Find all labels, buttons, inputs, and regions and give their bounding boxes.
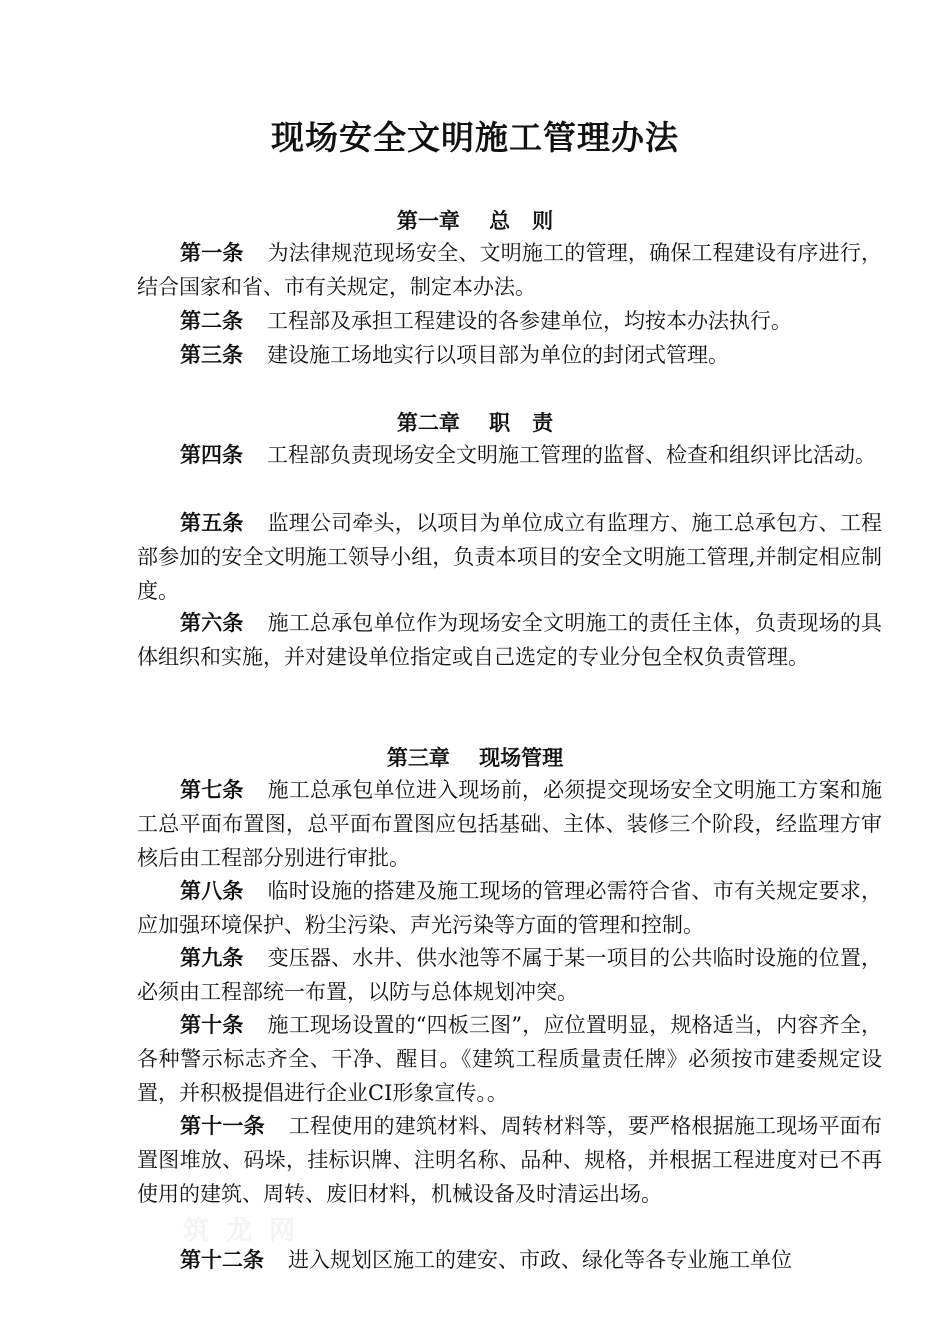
article (137, 438, 882, 472)
article (137, 236, 882, 304)
article-label: 第三条 (180, 343, 243, 367)
document-title: 现场安全文明施工管理办法 (271, 118, 679, 157)
article-text: 工程使用的建筑材料、周转材料等，要严格根据施工现场平面布置图堆放、码垛，挂标识牌、注明名称、品种、规格，并根据工程进度对已不再使用的建筑、周转、废旧材料，机械设备及时清运出场。 (137, 1114, 883, 1206)
chapter-heading: 第一章 总 则 (396, 209, 554, 233)
article-label: 第八条 (180, 879, 244, 903)
article-text: 施工总承包单位作为现场安全文明施工的责任主体，负责现场的具体组织和实施，并对建设单位指定或自己选定的专业分包全权负责管理。 (137, 611, 883, 669)
article (137, 506, 882, 608)
article (137, 338, 882, 372)
article-text: 进入规划区施工的建安、市政、绿化等各专业施工单位 (288, 1248, 792, 1272)
article-text: 施工总承包单位进入现场前，必须提交现场安全文明施工方案和施工总平面布置图，总平面布置图应包括基础、主体、装修三个阶段，经监理方审核后由工程部分别进行审批。 (137, 778, 883, 870)
article-label: 第十条 (180, 1013, 244, 1037)
article (137, 773, 882, 875)
article-label: 第一条 (180, 241, 244, 265)
article (137, 1008, 882, 1110)
article-text: 工程部负责现场安全文明施工管理的监督、检查和组织评比活动。 (267, 443, 876, 467)
article-label: 第六条 (180, 611, 244, 635)
article (137, 1109, 882, 1211)
watermark: 筑 龙 网 (183, 1216, 300, 1246)
article-text: 工程部及承担工程建设的各参建单位，均按本办法执行。 (267, 309, 792, 333)
article-text: 临时设施的搭建及施工现场的管理必需符合省、市有关规定要求，应加强环境保护、粉尘污染、声光污染等方面的管理和控制。 (137, 879, 883, 937)
article (137, 874, 882, 942)
article (137, 941, 882, 1009)
article (137, 304, 882, 338)
article-label: 第十一条 (180, 1114, 265, 1138)
article (137, 1243, 882, 1277)
chapter-heading: 第二章 职 责 (396, 411, 554, 435)
article-label: 第五条 (180, 511, 244, 535)
article-text: 监理公司牵头，以项目为单位成立有监理方、施工总承包方、工程部参加的安全文明施工领导小组，负责本项目的安全文明施工管理,并制定相应制度。 (137, 511, 883, 603)
article-label: 第十二条 (180, 1248, 264, 1272)
article-text: 变压器、水井、供水池等不属于某一项目的公共临时设施的位置，必须由工程部统一布置，以防与总体规划冲突。 (137, 946, 883, 1004)
article-label: 第二条 (180, 309, 243, 333)
article-text: 建设施工场地实行以项目部为单位的封闭式管理。 (267, 343, 729, 367)
article-label: 第九条 (180, 946, 244, 970)
article-label: 第四条 (180, 443, 243, 467)
article-text: 施工现场设置的“四板三图”，应位置明显，规格适当，内容齐全，各种警示标志齐全、干净、醒目。《建筑工程质量责任牌》必须按市建委规定设置，并积极提倡进行企业CI形象宣传。。 (137, 1013, 882, 1105)
article-label: 第七条 (180, 778, 244, 802)
article (137, 606, 882, 674)
chapter-heading: 第三章 现场管理 (386, 746, 564, 770)
article-text: 为法律规范现场安全、文明施工的管理，确保工程建设有序进行，结合国家和省、市有关规定，制定本办法。 (137, 241, 883, 299)
